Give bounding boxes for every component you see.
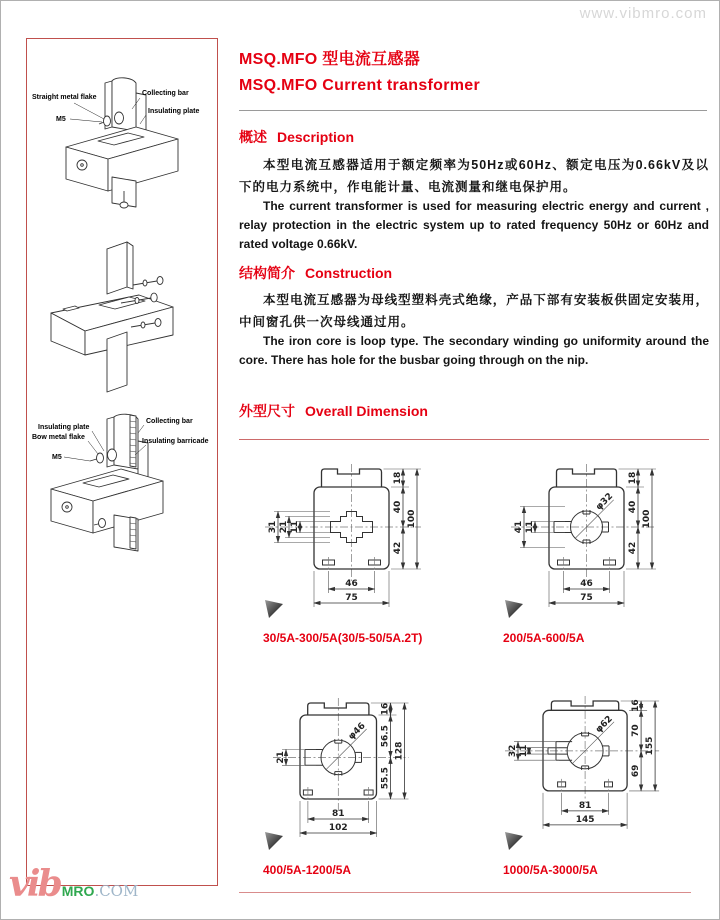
- installation-diagram-2: [35, 239, 205, 404]
- figure-caption-2: [503, 598, 720, 645]
- svg-text:21: 21: [276, 751, 286, 764]
- arrow-icon: [503, 830, 525, 852]
- svg-text:56.5: 56.5: [380, 725, 391, 748]
- arrow-icon: [263, 598, 285, 620]
- installation-diagram-3: [30, 411, 214, 581]
- svg-text:21: 21: [279, 520, 289, 534]
- svg-text:145: 145: [575, 814, 595, 825]
- svg-text:φ32: φ32: [594, 491, 616, 513]
- section-heading-construction: [239, 263, 392, 283]
- svg-text:46: 46: [580, 579, 593, 589]
- arrow-icon: [503, 598, 525, 620]
- dimension-drawing-200-600: [505, 461, 664, 616]
- title-divider: [239, 110, 707, 111]
- section-divider: [239, 439, 709, 440]
- svg-text:40: 40: [393, 500, 403, 514]
- heading-en: Description: [277, 129, 355, 145]
- svg-text:69: 69: [631, 764, 642, 778]
- svg-text:75: 75: [345, 593, 358, 603]
- svg-text:11: 11: [290, 520, 300, 534]
- installation-diagrams-panel: [26, 38, 218, 886]
- svg-text:42: 42: [393, 541, 403, 555]
- figure-caption-label: 400/5A-1200/5A: [263, 863, 352, 877]
- installation-diagram-1: [30, 69, 212, 244]
- svg-text:155: 155: [645, 736, 656, 756]
- figure-caption-4: [503, 830, 720, 877]
- figure-caption-label: 1000/5A-3000/5A: [503, 863, 598, 877]
- page-title-en: MSQ.MFO Current transformer: [239, 77, 481, 94]
- svg-text:41: 41: [514, 520, 524, 534]
- diagram-label-collecting-bar: Collecting bar: [142, 90, 189, 97]
- footer-divider: [239, 892, 691, 893]
- dimension-drawing-1000-3000: [499, 693, 668, 838]
- diagram-label-m5: M5: [56, 116, 66, 123]
- svg-text:70: 70: [631, 724, 642, 737]
- diagram-label-insulating-plate: Insulating plate: [38, 424, 90, 431]
- dimension-drawing-30-300: [259, 461, 429, 616]
- vibmro-logo: [9, 863, 138, 905]
- figure-caption-label: 200/5A-600/5A: [503, 631, 585, 645]
- svg-text:75: 75: [580, 593, 593, 603]
- heading-zh: 概述: [239, 129, 267, 145]
- figure-caption-label: 30/5A-300/5A(30/5-50/5A.2T): [263, 631, 423, 645]
- section-heading-description: [239, 127, 354, 147]
- svg-text:11: 11: [519, 744, 529, 758]
- page-title-zh: MSQ.MFO 型电流互感器: [239, 51, 421, 68]
- svg-text:40: 40: [628, 500, 638, 514]
- logo-script: vib: [9, 863, 60, 905]
- svg-text:φ46: φ46: [346, 721, 368, 743]
- section-heading-dimension: [239, 401, 428, 421]
- svg-text:18: 18: [628, 471, 638, 485]
- svg-text:18: 18: [393, 471, 403, 485]
- heading-en: Construction: [305, 265, 393, 281]
- logo-mro: MRO: [61, 883, 95, 899]
- logo-com: .COM: [94, 882, 139, 900]
- svg-text:102: 102: [328, 823, 348, 833]
- svg-text:32: 32: [508, 744, 518, 758]
- diagram-label-bow-metal-flake: Bow metal flake: [32, 434, 85, 441]
- svg-text:31: 31: [268, 520, 278, 534]
- diagram-label-straight-metal-flake: Straight metal flake: [32, 94, 97, 101]
- figure-caption-1: [263, 598, 503, 645]
- svg-text:11: 11: [525, 520, 535, 534]
- heading-zh: 结构简介: [239, 265, 295, 281]
- svg-text:128: 128: [394, 741, 405, 761]
- svg-text:42: 42: [628, 541, 638, 555]
- figure-caption-3: [263, 830, 503, 877]
- svg-text:φ62: φ62: [593, 714, 615, 736]
- diagram-label-insulating-plate: Insulating plate: [148, 108, 200, 115]
- description-text-en: The current transformer is used for measuring electric energy and current , relay protection in the electric system up to rated frequency 50Hz or 60Hz and rated voltage 0.66kV.: [239, 199, 709, 251]
- dimension-drawing-400-1200: [267, 695, 417, 846]
- description-text-zh: 本型电流互感器适用于额定频率为50Hz或60Hz、额定电压为0.66kV及以下的电力系统中，作电能计量、电流测量和继电保护用。: [239, 158, 709, 194]
- diagram-label-m5: M5: [52, 454, 62, 461]
- svg-text:16: 16: [380, 702, 391, 716]
- svg-text:100: 100: [407, 509, 417, 529]
- svg-text:46: 46: [345, 579, 358, 589]
- arrow-icon: [263, 830, 285, 852]
- watermark: www.vibmro.com: [579, 5, 707, 22]
- svg-text:100: 100: [642, 509, 652, 529]
- construction-text-en: The iron core is loop type. The secondary winding go uniformity around the core. There has hole for the busbar going through on the nip.: [239, 334, 709, 367]
- svg-text:55.5: 55.5: [380, 767, 391, 790]
- svg-text:16: 16: [631, 699, 642, 712]
- construction-text-zh: 本型电流互感器为母线型塑料壳式绝缘，产品下部有安装板供固定安装用，中间窗孔供一次母线通过用。: [239, 293, 709, 329]
- diagram-label-insulating-barricade: Insulating barricade: [142, 438, 209, 445]
- heading-en: Overall Dimension: [305, 403, 428, 419]
- svg-text:81: 81: [332, 809, 345, 819]
- heading-zh: 外型尺寸: [239, 403, 295, 419]
- diagram-label-collecting-bar: Collecting bar: [146, 418, 193, 425]
- svg-text:81: 81: [578, 800, 592, 811]
